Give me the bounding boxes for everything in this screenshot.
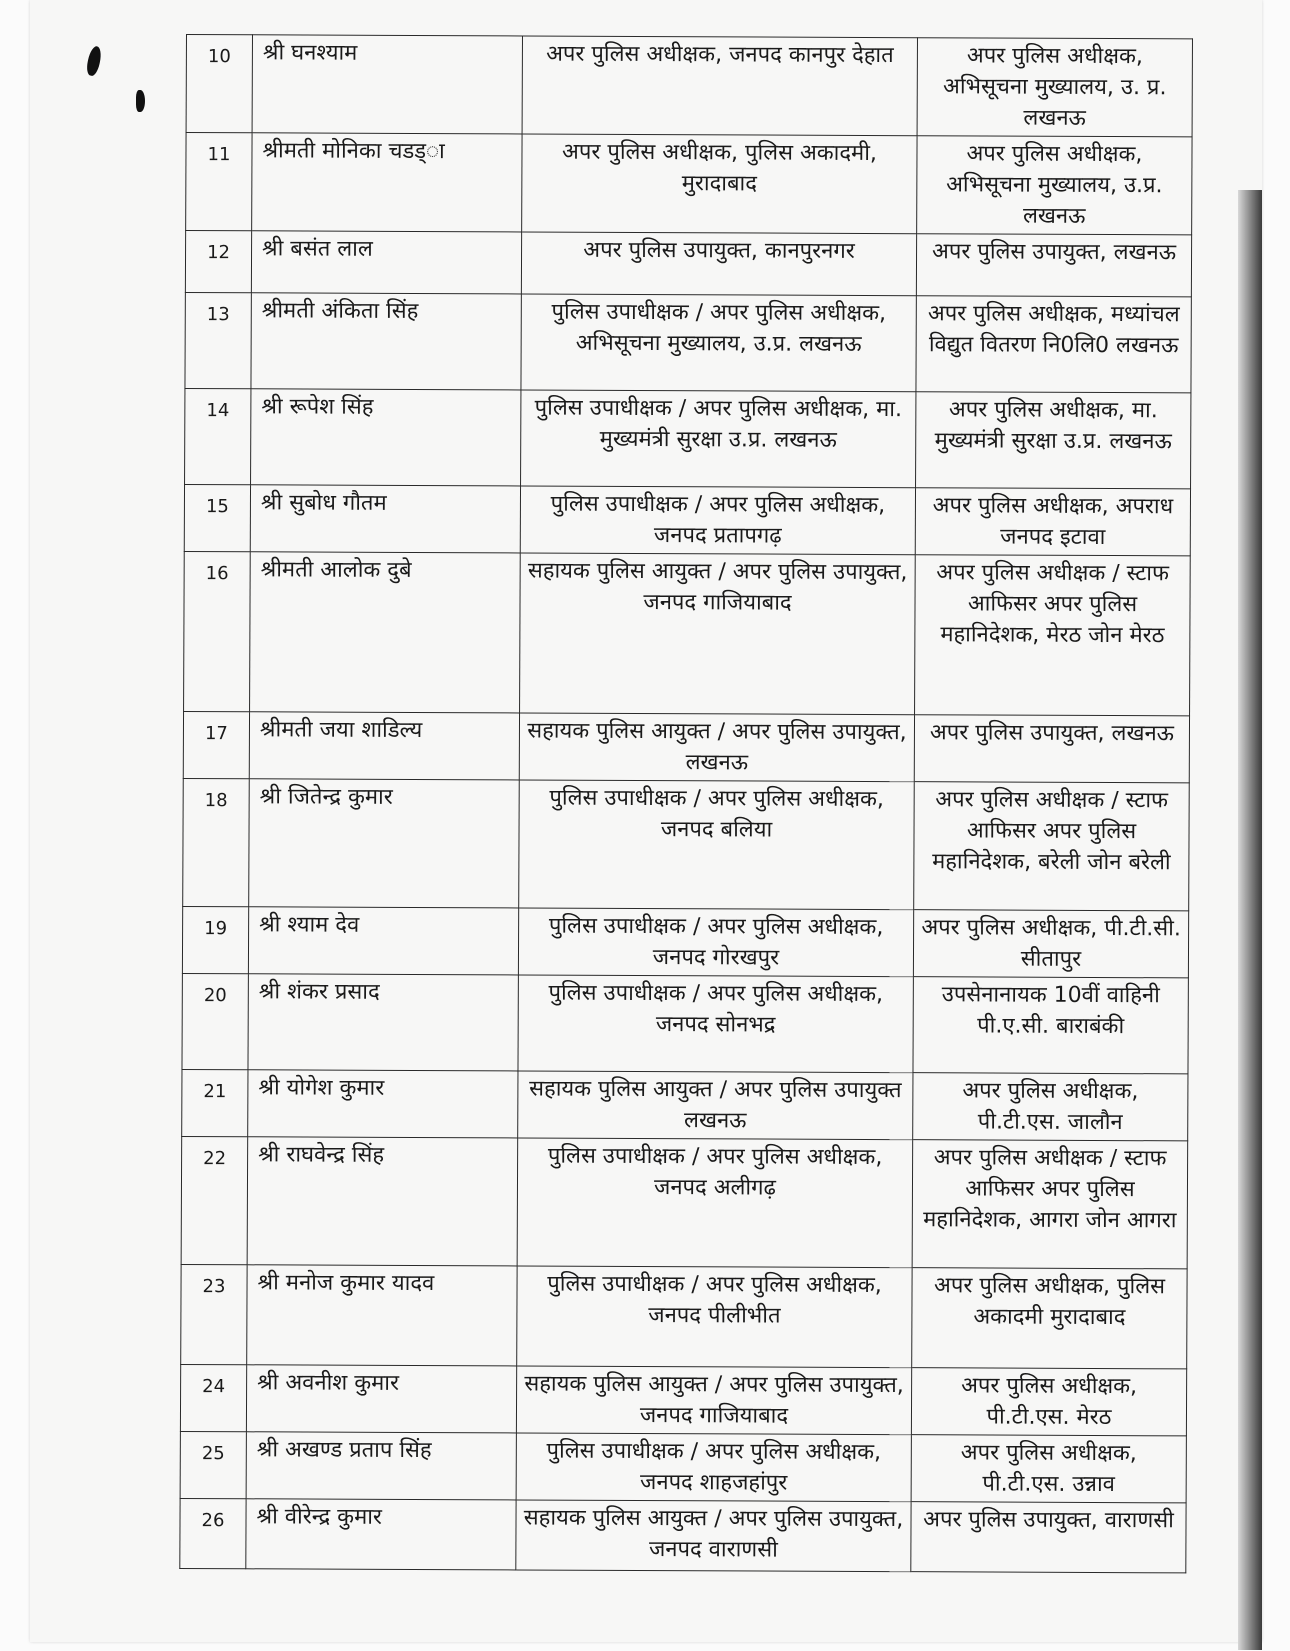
serial-number-cell: 16 [184,551,251,711]
transfer-table-container [179,34,1192,1573]
table-row [182,1069,1188,1140]
new-posting-cell: अपर पुलिस अधीक्षक, मध्यांचल विद्युत वितरण नि0लि0 लखनऊ [916,296,1191,393]
current-posting-cell: अपर पुलिस अधीक्षक, जनपद कानपुर देहात [522,36,917,136]
current-posting-cell: पुलिस उपाधीक्षक / अपर पुलिस अधीक्षक, जनपद प्रतापगढ़ [520,486,915,555]
table-row [186,133,1192,235]
current-posting-cell: सहायक पुलिस आयुक्त / अपर पुलिस उपायुक्त लखनऊ [518,1071,913,1140]
serial-number-cell: 23 [181,1264,247,1364]
new-posting-cell: अपर पुलिस उपायुक्त, वाराणसी [911,1502,1186,1573]
current-posting-cell: सहायक पुलिस आयुक्त / अपर पुलिस उपायुक्त, जनपद गाजियाबाद [516,1366,911,1435]
officer-name-cell: श्रीमती जया शाडिल्य [249,712,519,780]
current-posting-cell: अपर पुलिस उपायुक्त, कानपुरनगर [521,232,916,296]
officer-name-cell: श्री सुबोध गौतम [250,485,520,553]
serial-number-cell: 25 [180,1431,246,1498]
table-row [180,1364,1186,1435]
new-posting-cell: अपर पुलिस अधीक्षक, पी.टी.एस. उन्नाव [911,1435,1186,1503]
officer-name-cell: श्री वीरेन्द्र कुमार [246,1499,516,1570]
table-row [185,292,1191,392]
new-posting-cell: अपर पुलिस अधीक्षक, अभिसूचना मुख्यालय, उ. प्र. लखनऊ [917,38,1192,137]
serial-number-cell: 15 [184,484,250,551]
new-posting-cell: अपर पुलिस अधीक्षक / स्टाफ आफिसर अपर पुलिस महानिदेशक, मेरठ जोन मेरठ [915,555,1191,716]
new-posting-cell: अपर पुलिस उपायुक्त, लखनऊ [914,715,1189,783]
officer-name-cell: श्रीमती मोनिका चडड्ा [252,133,522,232]
new-posting-cell: अपर पुलिस अधीक्षक, पुलिस अकादमी मुरादाबाद [912,1268,1187,1369]
officer-name-cell: श्री मनोज कुमार यादव [247,1265,517,1366]
current-posting-cell: पुलिस उपाधीक्षक / अपर पुलिस अधीक्षक, जनपद अलीगढ़ [517,1138,913,1268]
new-posting-cell: अपर पुलिस अधीक्षक, अपराध जनपद इटावा [915,488,1190,556]
table-row [182,973,1188,1073]
new-posting-cell: अपर पुलिस अधीक्षक / स्टाफ आफिसर अपर पुलिस महानिदेशक, बरेली जोन बरेली [914,782,1190,911]
table-row [185,231,1191,297]
serial-number-cell: 10 [186,35,252,133]
new-posting-cell: अपर पुलिस अधीक्षक, पी.टी.एस. मेरठ [911,1368,1186,1436]
officer-name-cell: श्री बसंत लाल [251,231,521,294]
officer-name-cell: श्री योगेश कुमार [248,1070,518,1138]
new-posting-cell: अपर पुलिस उपायुक्त, लखनऊ [916,234,1191,297]
current-posting-cell: पुलिस उपाधीक्षक / अपर पुलिस अधीक्षक, जनपद शाहजहांपुर [516,1433,911,1502]
serial-number-cell: 26 [180,1498,246,1568]
current-posting-cell: पुलिस उपाधीक्षक / अपर पुलिस अधीक्षक, अभिसूचना मुख्यालय, उ.प्र. लखनऊ [521,294,916,392]
current-posting-cell: सहायक पुलिस आयुक्त / अपर पुलिस उपायुक्त, लखनऊ [519,713,914,782]
current-posting-cell: सहायक पुलिस आयुक्त / अपर पुलिस उपायुक्त, जनपद वाराणसी [516,1500,911,1572]
officer-name-cell: श्री रूपेश सिंह [251,389,521,486]
serial-number-cell: 24 [180,1364,246,1431]
table-row [181,1264,1187,1368]
officer-name-cell: श्री राघवेन्द्र सिंह [247,1137,518,1266]
new-posting-cell: अपर पुलिस अधीक्षक, पी.टी.सी. सीतापुर [913,910,1188,978]
ink-mark [136,90,145,112]
current-posting-cell: पुलिस उपाधीक्षक / अपर पुलिस अधीक्षक, जनपद गोरखपुर [518,908,913,977]
current-posting-cell: पुलिस उपाधीक्षक / अपर पुलिस अधीक्षक, जनपद सोनभद्र [518,975,913,1073]
new-posting-cell: अपर पुलिस अधीक्षक, पी.टी.एस. जालौन [913,1073,1188,1141]
officer-name-cell: श्री अखण्ड प्रताप सिंह [246,1432,516,1500]
officer-name-cell: श्री जितेन्द्र कुमार [249,779,520,908]
new-posting-cell: अपर पुलिस अधीक्षक, अभिसूचना मुख्यालय, उ.प्र. लखनऊ [917,136,1192,235]
table-row [184,551,1191,715]
officer-name-cell: श्रीमती आलोक दुबे [250,552,521,713]
current-posting-cell: पुलिस उपाधीक्षक / अपर पुलिस अधीक्षक, जनपद पीलीभीत [517,1266,912,1368]
table-row [182,906,1188,977]
new-posting-cell: अपर पुलिस अधीक्षक / स्टाफ आफिसर अपर पुलिस महानिदेशक, आगरा जोन आगरा [912,1140,1188,1269]
serial-number-cell: 22 [181,1136,248,1264]
serial-number-cell: 19 [182,906,248,973]
table-row [183,711,1189,782]
officer-name-cell: श्री अवनीश कुमार [246,1365,516,1433]
serial-number-cell: 20 [182,973,248,1069]
transfer-table [179,34,1193,1573]
table-body [180,35,1193,1573]
serial-number-cell: 14 [185,388,251,484]
table-row [184,484,1190,555]
serial-number-cell: 18 [183,778,250,906]
officer-name-cell: श्रीमती अंकिता सिंह [251,293,521,390]
officer-name-cell: श्री श्याम देव [248,907,518,975]
table-row [186,35,1192,137]
page-edge-shadow [1238,190,1262,1650]
table-row [180,1498,1186,1572]
officer-name-cell: श्री घनश्याम [252,35,522,134]
serial-number-cell: 13 [185,292,251,388]
current-posting-cell: अपर पुलिस अधीक्षक, पुलिस अकादमी, मुरादाबाद [522,134,917,234]
serial-number-cell: 17 [183,711,249,778]
current-posting-cell: सहायक पुलिस आयुक्त / अपर पुलिस उपायुक्त, जनपद गाजियाबाद [520,553,916,715]
serial-number-cell: 11 [186,133,252,231]
new-posting-cell: अपर पुलिस अधीक्षक, मा. मुख्यमंत्री सुरक्षा उ.प्र. लखनऊ [916,392,1191,489]
table-row [181,1136,1188,1268]
table-row [185,388,1191,488]
table-row [180,1431,1186,1502]
officer-name-cell: श्री शंकर प्रसाद [248,974,518,1071]
serial-number-cell: 12 [185,231,251,293]
new-posting-cell: उपसेनानायक 10वीं वाहिनी पी.ए.सी. बाराबंकी [913,977,1188,1074]
current-posting-cell: पुलिस उपाधीक्षक / अपर पुलिस अधीक्षक, मा. मुख्यमंत्री सुरक्षा उ.प्र. लखनऊ [521,390,916,488]
serial-number-cell: 21 [182,1069,248,1136]
table-row [183,778,1190,910]
current-posting-cell: पुलिस उपाधीक्षक / अपर पुलिस अधीक्षक, जनपद बलिया [519,780,915,910]
